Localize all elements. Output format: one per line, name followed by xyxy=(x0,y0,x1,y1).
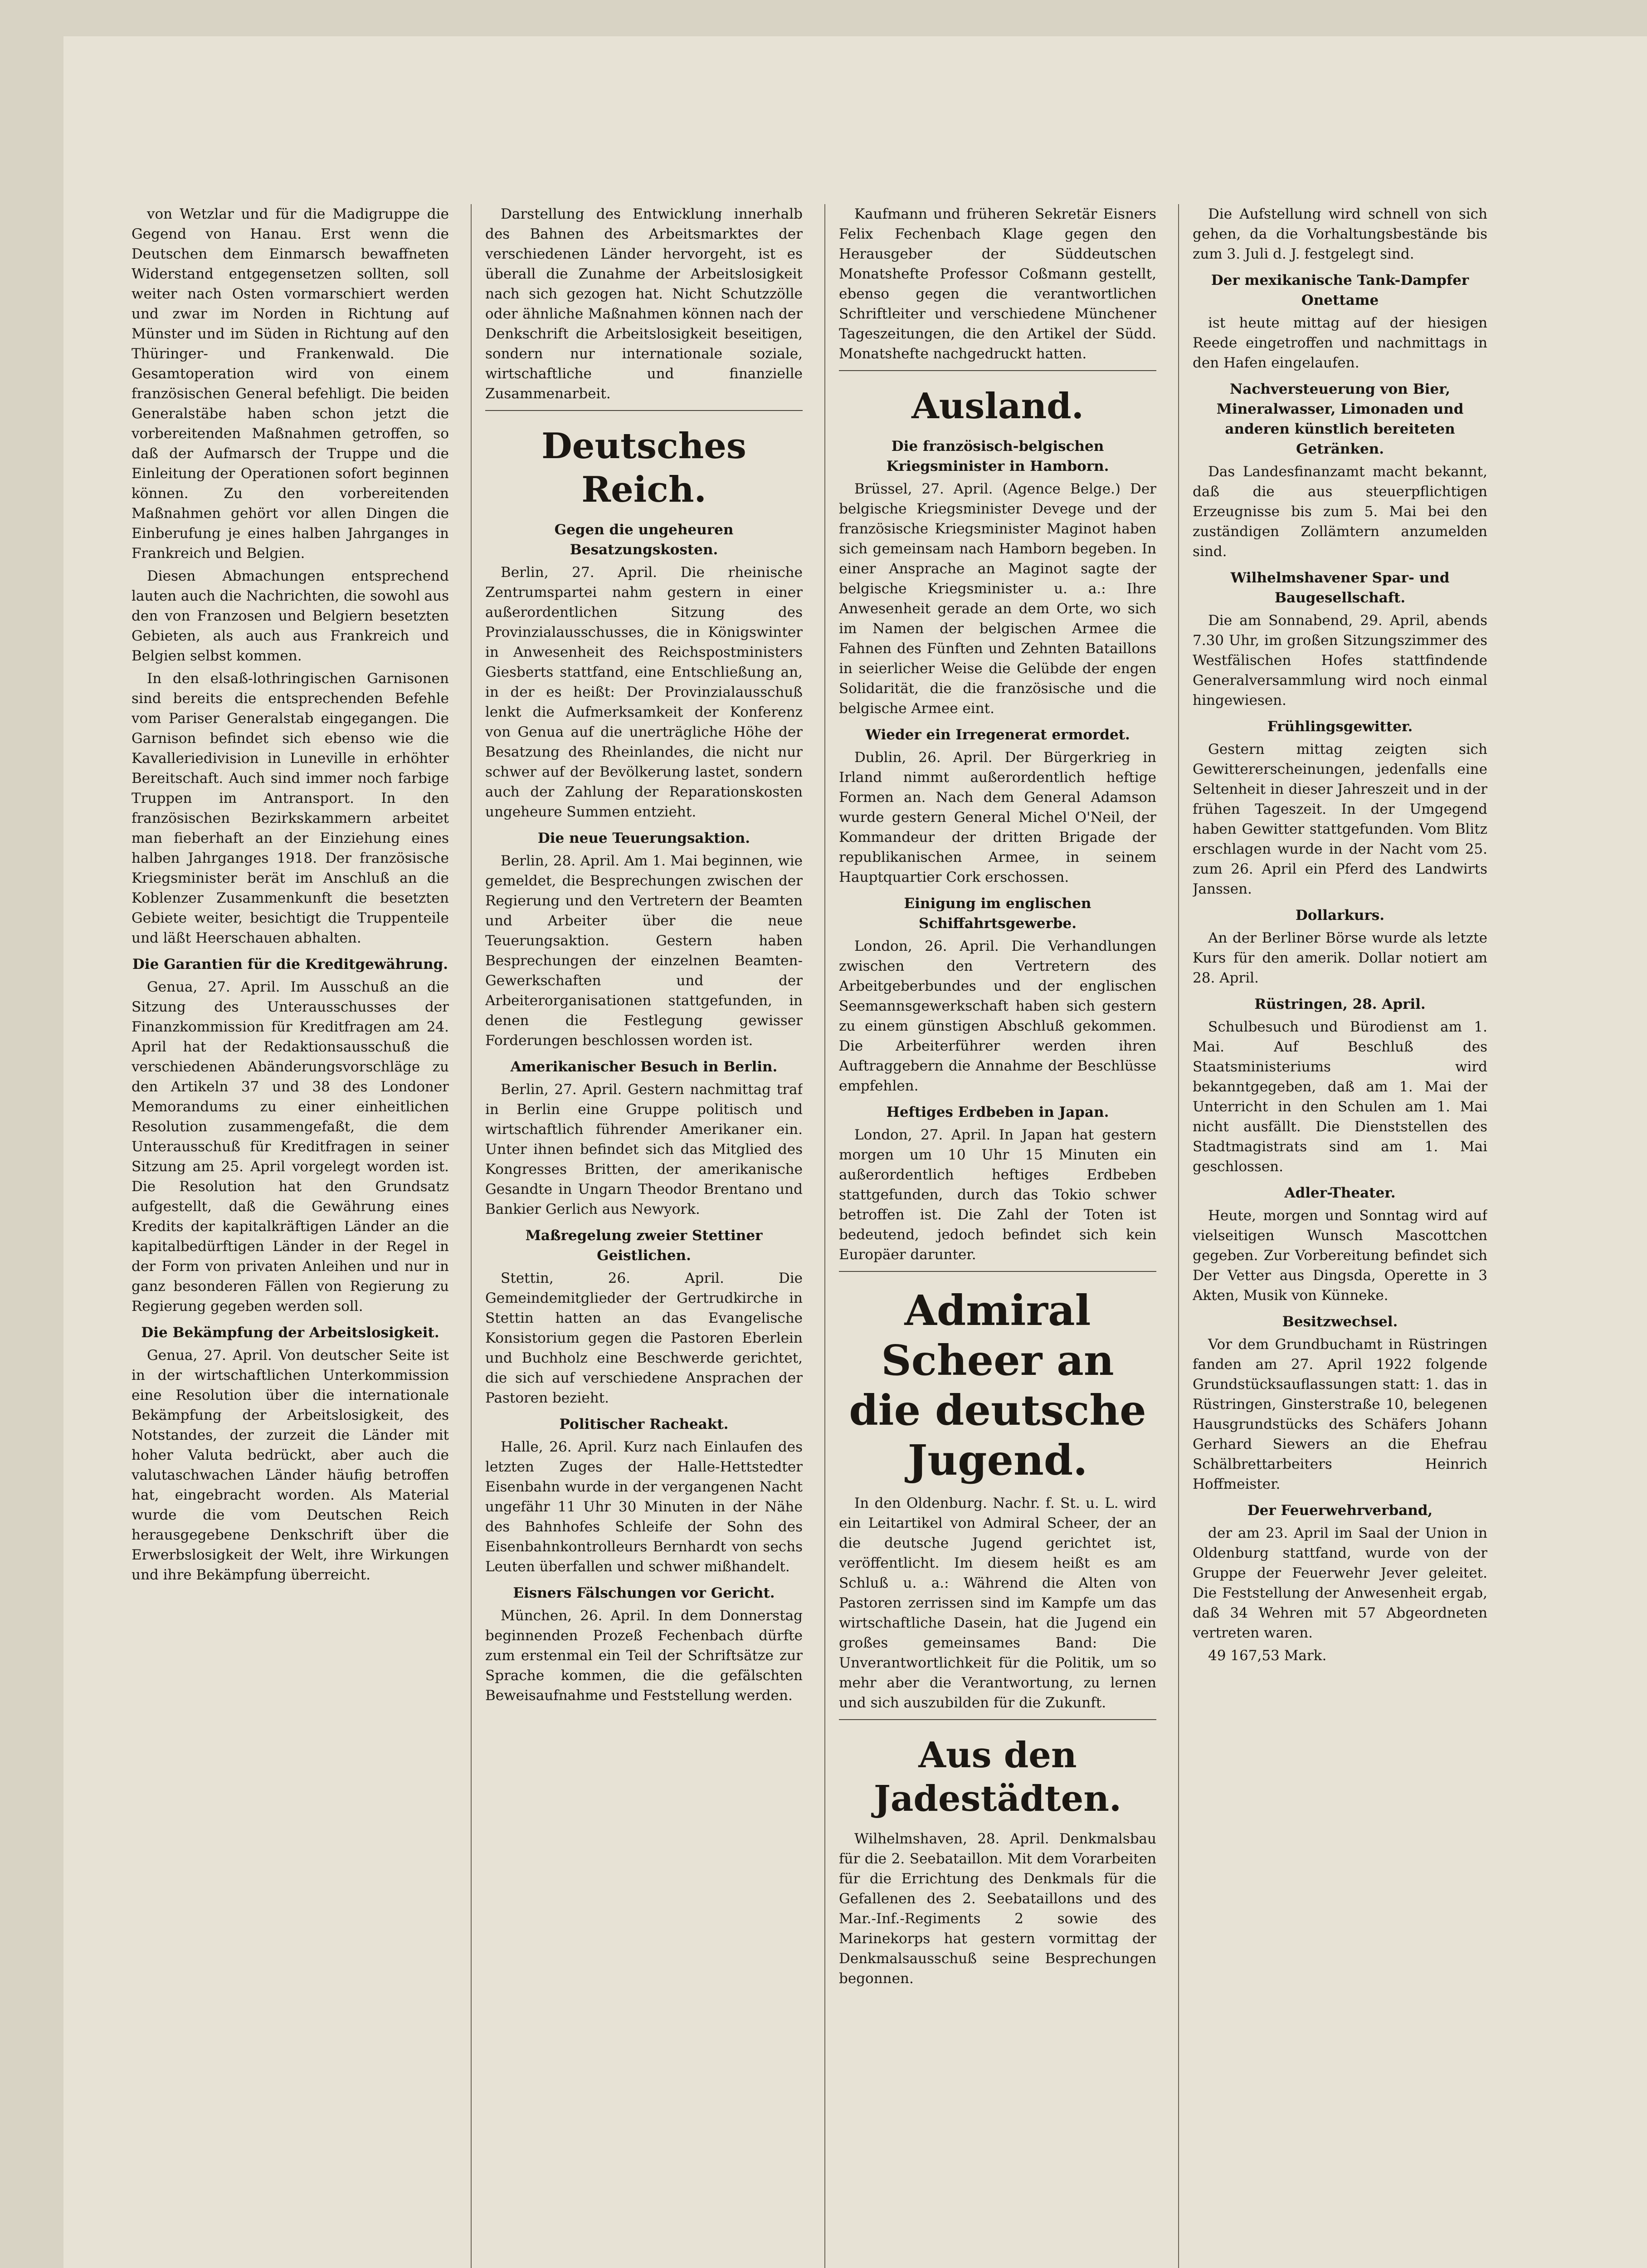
article-paragraph: Die am Sonnabend, 29. April, abends 7.30 Uhr, im großen Sitzungszimmer des Westfälischen Hofes stattfindende Generalversammlung wird noch einmal hingewiesen. xyxy=(1193,612,1487,709)
article-paragraph: von Wetzlar und für die Madigruppe die Gegend von Hanau. Erst wenn die Deutschen dem Einmarsch bewaffneten Widerstand entgegensetzen sollten, soll weiter nach Osten vormarschiert werden und zwar im Norden in Richtung auf Münster und im Süden in Richtung auf den Thüringer- und Frankenwald. Die Gesamtoperation wird von einem französischen General befehligt. Die beiden Generalstäbe haben schon jetzt die vorbereitenden Maßnahmen getroffen, so daß der Aufmarsch der Truppe und die Einleitung der Operationen sofort beginnen können. Zu den vorbereitenden Maßnahmen gehört vor allen Dingen die Einberufung je eines halben Jahrganges in Frankreich und Belgien. xyxy=(132,206,449,562)
article-subheading: Rüstringen, 28. April. xyxy=(1254,996,1426,1012)
article-paragraph: ist heute mittag auf der hiesigen Reede eingetroffen und nachmittags in den Hafen eingelaufen. xyxy=(1193,315,1487,371)
article-subheading: Heftiges Erdbeben in Japan. xyxy=(886,1104,1109,1120)
column-4 xyxy=(1193,204,1487,2268)
column-rule xyxy=(1178,204,1179,2268)
article-paragraph: In den elsaß-lothringischen Garnisonen sind bereits die entsprechenden Befehle vom Pariser Generalstab eingegangen. Die Garnison befindet sich ebenso wie die Kavalleriedivision in Luneville in erhöhter Bereitschaft. Auch sind immer noch farbige Truppen im Antransport. In den französischen Bezirkskammern arbeitet man fieberhaft an der Einziehung eines halben Jahrganges 1918. Der französische Kriegsminister berät im Anschluß an die Koblenzer Zusammenkunft die besetzten Gebiete weiter, besichtigt die Truppenteile und läßt Heerschauen abhalten. xyxy=(132,670,449,946)
section-heading: Deutsches Reich. xyxy=(541,425,746,510)
article-paragraph: Gestern mittag zeigten sich Gewittererscheinungen, jedenfalls eine Seltenheit in dieser Jahreszeit und in der frühen Tageszeit. In der Umgegend haben Gewitter stattgefunden. Vom Blitz erschlagen wurde in der Nacht vom 25. zum 26. April ein Pferd des Landwirts Janssen. xyxy=(1193,741,1487,897)
article-subheading: Der mexikanische Tank-Dampfer Onettame xyxy=(1211,272,1469,308)
section-divider xyxy=(839,1719,1156,1720)
article-paragraph: Das Landesfinanzamt macht bekannt, daß die aus steuerpflichtigen Erzeugnisse bis zum 5. Mai bei den zuständigen Zollämtern anzumelden sind. xyxy=(1193,464,1487,560)
column-1 xyxy=(132,204,449,2268)
article-paragraph: Kaufmann und früheren Sekretär Eisners Felix Fechenbach Klage gegen den Herausgeber der Süddeutschen Monatshefte Professor Coßmann gestellt, ebenso gegen die verantwortlichen Schriftleiter und verschiedene Münchener Tageszeitungen, die den Artikel der Südd. Monatshefte nachgedruckt hatten. xyxy=(839,206,1156,362)
article-paragraph: Genua, 27. April. Von deutscher Seite ist in der wirtschaftlichen Unterkommission eine Resolution über die internationale Bekämpfung der Arbeitslosigkeit, des Notstandes, der zurzeit die Länder mit hoher Valuta bedrückt, aber auch die valutaschwachen Länder häufig betroffen hat, eingebracht worden. Als Material wurde die vom Deutschen Reich herausgegebene Denkschrift über die Erwerbslosigkeit der Welt, ihre Wirkungen und ihre Bekämpfung überreicht. xyxy=(132,1347,449,1583)
section-heading: Admiral Scheer an die deutsche Jugend. xyxy=(849,1286,1146,1485)
article-subheading: Frühlingsgewitter. xyxy=(1267,719,1413,735)
article-subheading: Wilhelmshavener Spar- und Baugesellschaft. xyxy=(1230,570,1450,606)
article-subheading: Wieder ein Irregenerat ermordet. xyxy=(865,727,1130,743)
article-subheading: Dollarkurs. xyxy=(1295,907,1385,924)
column-rule xyxy=(824,204,825,2268)
article-subheading: Die neue Teuerungsaktion. xyxy=(537,830,750,846)
article-paragraph: Wilhelmshaven, 28. April. Denkmalsbau für die 2. Seebataillon. Mit dem Vorarbeiten für die Errichtung des Denkmals für die Gefallenen des 2. Seebataillons und des Mar.-Inf.-Regiments 2 sowie des Marinekorps hat gestern vormittag der Denkmalsausschuß seine Besprechungen begonnen. xyxy=(839,1831,1156,1987)
section-heading: Ausland. xyxy=(911,386,1084,427)
article-paragraph: London, 26. April. Die Verhandlungen zwischen den Vertretern des Arbeitgeberbundes und der englischen Seemannsgewerkschaft haben sich gestern zu einem günstigen Abschluß gekommen. Die Arbeiterführer werden ihren Auftraggebern die Annahme der Beschlüsse empfehlen. xyxy=(839,938,1156,1094)
article-paragraph: London, 27. April. In Japan hat gestern morgen um 10 Uhr 15 Minuten ein außerordentlich heftiges Erdbeben stattgefunden, durch das Tokio schwer betroffen ist. Die Zahl der Toten ist bedeutend, jedoch befindet sich kein Europäer darunter. xyxy=(839,1127,1156,1263)
article-paragraph: Heute, morgen und Sonntag wird auf vielseitigen Wunsch Mascottchen gegeben. Zur Vorbereitung befindet sich Der Vetter aus Dingsda, Operette in 3 Akten, Musik von Künneke. xyxy=(1193,1207,1487,1304)
article-paragraph: Brüssel, 27. April. (Agence Belge.) Der belgische Kriegsminister Devege und der französische Kriegsminister Maginot haben sich gemeinsam nach Hamborn begeben. In einer Ansprache an Maginot sagte der belgische Kriegsminister u. a.: Ihre Anwesenheit gerade an dem Orte, wo sich im Namen der belgischen Armee die Fahnen des Fünften und Zehnten Bataillons in seierlicher Weise die Gelübde der engen Solidarität, die die französische und die belgische Armee eint. xyxy=(839,481,1156,717)
section-divider xyxy=(839,370,1156,371)
article-paragraph: Schulbesuch und Bürodienst am 1. Mai. Auf Beschluß des Staatsministeriums wird bekanntgegeben, daß am 1. Mai der Unterricht in den Schulen am 1. Mai nicht ausfällt. Die Dienststellen des Stadtmagistrats sind am 1. Mai geschlossen. xyxy=(1193,1019,1487,1175)
article-subheading: Maßregelung zweier Stettiner Geistlichen. xyxy=(525,1227,763,1264)
article-paragraph: Stettin, 26. April. Die Gemeindemitglieder der Gertrudkirche in Stettin hatten an das Evangelische Konsistorium gegen die Pastoren Eberlein und Buchholz eine Beschwerde gerichtet, die sich auf verschiedene Ansprachen der Pastoren bezieht. xyxy=(485,1270,803,1406)
article-subheading: Gegen die ungeheuren Besatzungskosten. xyxy=(554,522,734,558)
column-2 xyxy=(485,204,803,2268)
article-paragraph: An der Berliner Börse wurde als letzte Kurs für den amerik. Dollar notiert am 28. April. xyxy=(1193,930,1487,986)
article-paragraph: Die Aufstellung wird schnell von sich gehen, da die Vorhaltungsbestände bis zum 3. Juli d. J. festgelegt sind. xyxy=(1193,206,1487,262)
article-subheading: Nachversteuerung von Bier, Mineralwasser, Limonaden und anderen künstlich bereiteten Getränken. xyxy=(1216,381,1464,457)
article-subheading: Eisners Fälschungen vor Gericht. xyxy=(513,1585,775,1601)
article-subheading: Besitzwechsel. xyxy=(1282,1314,1398,1330)
column-rule xyxy=(471,204,472,2268)
article-paragraph: Halle, 26. April. Kurz nach Einlaufen des letzten Zuges der Halle-Hettstedter Eisenbahn wurde in der vergangenen Nacht ungefähr 11 Uhr 30 Minuten in der Nähe des Bahnhofes Schleife der Sohn des Eisenbahnkontrolleurs Bernhardt von sechs Leuten überfallen und schwer mißhandelt. xyxy=(485,1439,803,1575)
closing-line: 49 167,53 Mark. xyxy=(1208,1647,1327,1664)
article-paragraph: Berlin, 28. April. Am 1. Mai beginnen, wie gemeldet, die Besprechungen zwischen der Regierung und den Vertretern der Beamten und Arbeiter über die neue Teuerungsaktion. Gestern haben Besprechungen der einzelnen Beamten-Gewerkschaften und der Arbeiterorganisationen stattgefunden, in denen die Festlegung gewisser Forderungen beschlossen worden ist. xyxy=(485,853,803,1049)
section-divider xyxy=(839,1271,1156,1272)
article-paragraph: München, 26. April. In dem Donnerstag beginnenden Prozeß Fechenbach dürfte zum erstenmal ein Teil der Schriftsätze zur Sprache kommen, die die gefälschten Beweisaufnahme und Feststellung werden. xyxy=(485,1608,803,1704)
section-heading: Aus den Jadestädten. xyxy=(873,1735,1122,1819)
article-paragraph: Darstellung des Entwicklung innerhalb des Bahnen des Arbeitsmarktes der verschiedenen Länder hervorgeht, ist es überall die Zunahme der Arbeitslosigkeit nach sich gezogen hat. Nicht Schutzzölle oder ähnliche Maßnahmen können nach der Denkschrift die Arbeitslosigkeit beseitigen, sondern nur internationale soziale, wirtschaftliche und finanzielle Zusammenarbeit. xyxy=(485,206,803,402)
article-subheading: Die Garantien für die Kreditgewährung. xyxy=(132,956,448,973)
article-subheading: Politischer Racheakt. xyxy=(559,1416,729,1432)
section-divider xyxy=(485,410,803,411)
article-subheading: Die Bekämpfung der Arbeitslosigkeit. xyxy=(141,1325,439,1341)
column-3 xyxy=(839,204,1156,2268)
article-paragraph: Berlin, 27. April. Die rheinische Zentrumspartei nahm gestern in einer außerordentlichen Sitzung des Provinzialausschusses, die in Königswinter in Anwesenheit des Reichspostministers Giesberts stattfand, eine Entschließung an, in der es heißt: Der Provinzialausschuß lenkt die Aufmerksamkeit der Konferenz von Genua auf die unerträgliche Höhe der Besatzung des Rheinlandes, die nicht nur schwer auf der Bevölkerung lastet, sondern auch der Zahlung der Reparationskosten ungeheure Summen entzieht. xyxy=(485,564,803,820)
article-paragraph: Diesen Abmachungen entsprechend lauten auch die Nachrichten, die sowohl aus den von Franzosen und Belgiern besetzten Gebieten, als auch aus Frankreich und Belgien selbst kommen. xyxy=(132,568,449,664)
newspaper-page xyxy=(63,36,1647,2268)
article-subheading: Amerikanischer Besuch in Berlin. xyxy=(510,1059,778,1075)
article-paragraph: Dublin, 26. April. Der Bürgerkrieg in Irland nimmt außerordentlich heftige Formen an. Nach dem General Adamson wurde gestern General Michel O'Neil, der Kommandeur der dritten Brigade der republikanischen Armee, in seinem Hauptquartier Cork erschossen. xyxy=(839,749,1156,885)
article-paragraph: der am 23. April im Saal der Union in Oldenburg stattfand, wurde von der Gruppe der Feuerwehr Jever geleitet. Die Feststellung der Anwesenheit ergab, daß 34 Wehren mit 57 Abgeordneten vertreten waren. xyxy=(1193,1525,1487,1641)
article-paragraph: Genua, 27. April. Im Ausschuß an die Sitzung des Unterausschusses der Finanzkommission für Kreditfragen am 24. April hat der Redaktionsausschuß die verschiedenen Abänderungsvorschläge zu den Artikeln 37 und 38 des Londoner Memorandums zu einer einheitlichen Resolution zusammengefaßt, die dem Unterausschuß für Kreditfragen in seiner Sitzung am 25. April vorgelegt worden ist. Die Resolution hat den Grundsatz aufgestellt, daß die Gewährung eines Kredits der kapitalkräftigen Länder an die kapitalbedürftigen Länder in der Regel in der Form von privaten Anleihen und nur in ganz besonderen Fällen von Regierung zu Regierung gegeben werden soll. xyxy=(132,979,449,1315)
article-paragraph: Vor dem Grundbuchamt in Rüstringen fanden am 27. April 1922 folgende Grundstücksauflassungen statt: 1. das in Rüstringen, Ginsterstraße 10, belegenen Hausgrundstücks des Schäfers Johann Gerhard Siewers an die Ehefrau Schälbrettarbeiters Heinrich Hoffmeister. xyxy=(1193,1336,1487,1492)
article-subheading: Der Feuerwehrverband, xyxy=(1247,1502,1433,1519)
article-paragraph: Berlin, 27. April. Gestern nachmittag traf in Berlin eine Gruppe politisch und wirtschaftlich führender Amerikaner ein. Unter ihnen befindet sich das Mitglied des Kongresses Britten, der amerikanische Gesandte in Ungarn Theodor Brentano und Bankier Gerlich aus Newyork. xyxy=(485,1081,803,1217)
article-subheading: Einigung im englischen Schiffahrtsgewerbe. xyxy=(904,895,1092,932)
article-subheading: Adler-Theater. xyxy=(1284,1185,1396,1201)
article-subheading: Die französisch-belgischen Kriegsminister in Hamborn. xyxy=(886,438,1109,474)
article-paragraph: In den Oldenburg. Nachr. f. St. u. L. wird ein Leitartikel von Admiral Scheer, der an die deutsche Jugend gerichtet ist, veröffentlicht. Im diesem heißt es am Schluß u. a.: Während die Alten von Pastoren zerrissen sind im Kampfe um das wirtschaftliche Dasein, hat die Jugend ein großes gemeinsames Band: Die Unverantwortlichkeit für die Politik, um so mehr aber die Verantwortung, zu lernen und sich auszubilden für die Zukunft. xyxy=(839,1495,1156,1711)
